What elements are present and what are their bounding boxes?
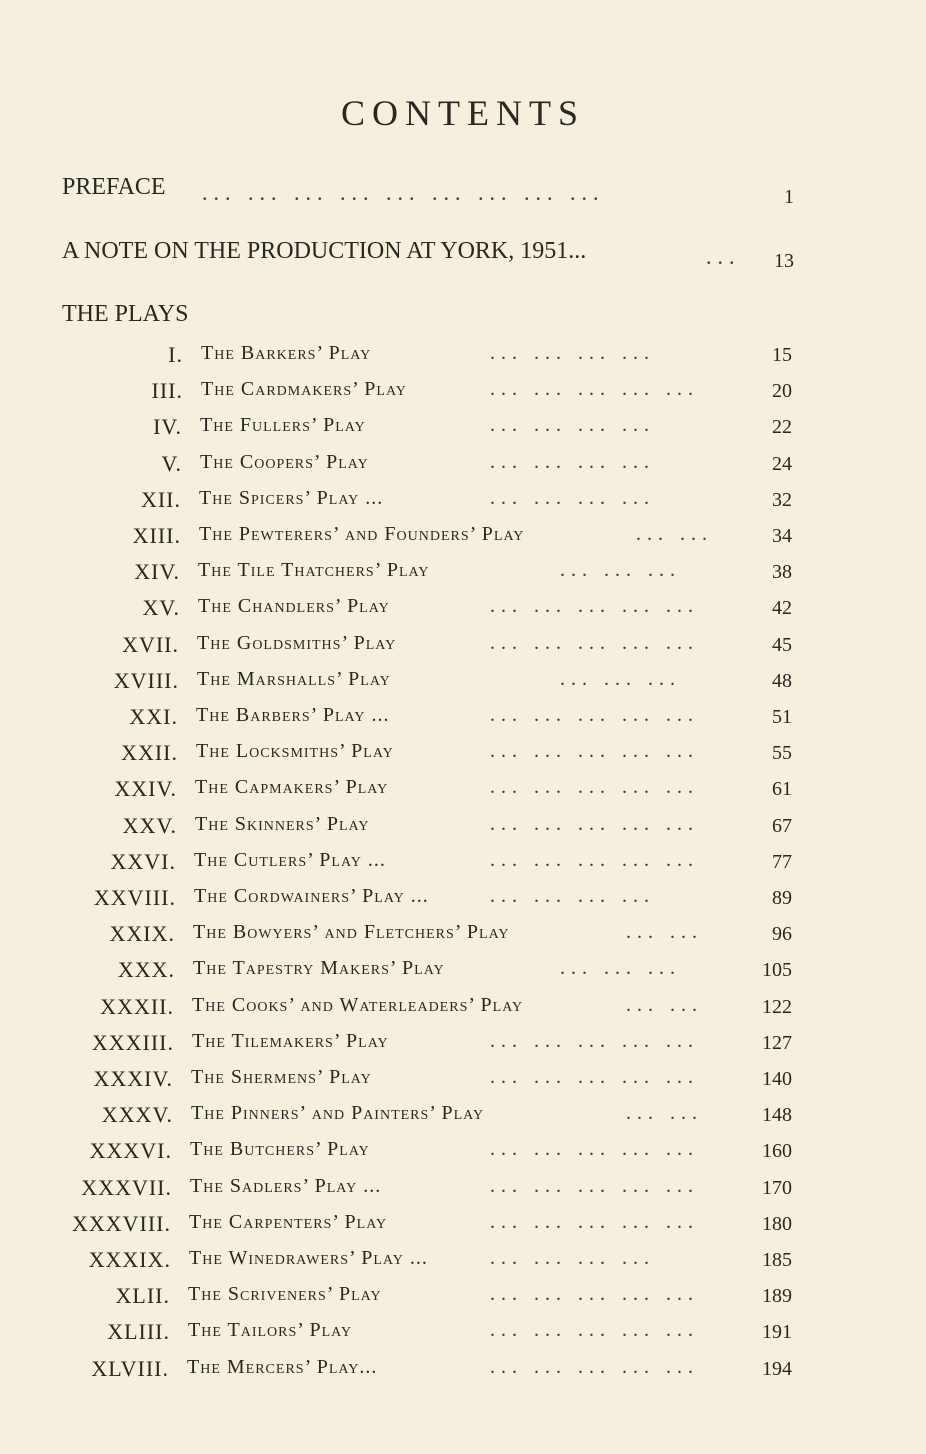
page-number: 148 [762,1104,792,1126]
play-title: The Bowyers’ and Fletchers’ Play [193,921,510,943]
toc-row [0,957,926,993]
play-title: The Cutlers’ Play ... [194,849,386,871]
page-number: 160 [762,1140,792,1162]
dot-leader: ... ... ... ... [490,885,655,907]
dot-leader: ... ... ... ... ... [490,1066,699,1088]
play-number: XIII. [132,523,181,548]
preface-label: PREFACE [62,174,166,200]
toc-row [0,994,926,1030]
dot-leader: ... ... ... ... ... [490,776,699,798]
page-number: 127 [762,1032,792,1054]
dot-leader: ... ... ... ... ... [490,1356,699,1378]
page-number: 189 [762,1285,792,1307]
page-number: 105 [762,959,792,981]
page-number: 194 [762,1358,792,1380]
dot-leader: ... ... ... ... ... [490,1211,699,1233]
toc-row [0,1138,926,1174]
play-title: The Carpenters’ Play [189,1211,388,1233]
play-title: The Winedrawers’ Play ... [189,1247,428,1269]
page-number: 185 [762,1249,792,1271]
dot-leader: ... ... [626,994,703,1016]
play-number: XVII. [122,632,179,657]
play-number: XV. [142,595,180,620]
page-number: 42 [772,597,792,619]
toc-row [0,668,926,704]
dot-leader: ... ... ... [560,668,681,690]
dot-leader: ... ... ... ... [490,487,655,509]
play-number: XXII. [121,740,178,765]
play-number: XXX. [117,957,175,982]
toc-row [0,704,926,740]
dot-leader: ... ... ... ... ... [490,595,699,617]
play-title: The Barbers’ Play ... [196,704,390,726]
play-number: XII. [140,487,181,512]
toc-row [0,849,926,885]
toc-row [0,885,926,921]
dot-leader: ... ... ... ... ... [490,1030,699,1052]
play-number: XVIII. [113,668,179,693]
play-number: XXXIII. [91,1030,174,1055]
page-number: 96 [772,923,792,945]
toc-row [0,776,926,812]
play-number: XLII. [115,1283,170,1308]
preface-leader: ... ... ... ... ... ... ... ... ... [202,180,605,205]
play-title: The Tapestry Makers’ Play [193,957,445,979]
dot-leader: ... ... ... ... ... [490,632,699,654]
play-number: XXI. [129,704,178,729]
play-title: The Cordwainers’ Play ... [194,885,429,907]
toc-row [0,595,926,631]
play-number: XXVI. [110,849,176,874]
dot-leader: ... ... ... ... [490,414,655,436]
toc-row [0,1175,926,1211]
play-number: V. [161,451,182,476]
toc-row [0,1102,926,1138]
production-note-page: 13 [774,250,794,272]
play-title: The Sadlers’ Play ... [190,1175,382,1197]
toc-row [0,1030,926,1066]
play-title: The Cardmakers’ Play [201,378,407,400]
production-note-label: A NOTE ON THE PRODUCTION AT YORK, 1951... [62,238,587,264]
dot-leader: ... ... [626,1102,703,1124]
play-title: The Mercers’ Play... [187,1356,378,1378]
play-number: XXXIV. [93,1066,173,1091]
production-note-leader: ... [706,244,741,269]
toc-row [0,559,926,595]
toc-row [0,1066,926,1102]
dot-leader: ... ... [626,921,703,943]
play-title: The Pinners’ and Painters’ Play [191,1102,485,1124]
dot-leader: ... ... ... ... ... [490,740,699,762]
play-number: XXXVI. [89,1138,172,1163]
play-title: The Goldsmiths’ Play [197,632,397,654]
dot-leader: ... ... ... ... ... [490,849,699,871]
play-title: The Barkers’ Play [201,342,372,364]
page-title: CONTENTS [341,93,585,133]
play-title: The Marshalls’ Play [197,668,391,690]
play-title: The Tailors’ Play [188,1319,353,1341]
page-number: 51 [772,706,792,728]
page-number: 180 [762,1213,792,1235]
toc-row [0,1283,926,1319]
play-number: XXXII. [100,994,174,1019]
dot-leader: ... ... ... ... ... [490,704,699,726]
play-title: The Coopers’ Play [200,451,369,473]
page-number: 140 [762,1068,792,1090]
play-title: The Cooks’ and Waterleaders’ Play [192,994,524,1016]
page-number: 38 [772,561,792,583]
page-number: 61 [772,778,792,800]
toc-row [0,740,926,776]
toc-row [0,1247,926,1283]
play-title: The Fullers’ Play [200,414,366,436]
dot-leader: ... ... ... ... ... [490,378,699,400]
toc-row [0,921,926,957]
toc-row [0,813,926,849]
dot-leader: ... ... ... [560,957,681,979]
dot-leader: ... ... ... ... [490,1247,655,1269]
page-number: 191 [762,1321,792,1343]
play-title: The Scriveners’ Play [188,1283,382,1305]
play-number: XXXVII. [81,1175,172,1200]
play-title: The Chandlers’ Play [198,595,390,617]
play-number: XXIX. [109,921,175,946]
dot-leader: ... ... [636,523,713,545]
play-number: XXXVIII. [71,1211,171,1236]
page-number: 170 [762,1177,792,1199]
page-number: 32 [772,489,792,511]
toc-row [0,1211,926,1247]
play-title: The Skinners’ Play [195,813,370,835]
page-number: 20 [772,380,792,402]
toc-row [0,451,926,487]
play-title: The Tilemakers’ Play [192,1030,389,1052]
dot-leader: ... ... ... ... ... [490,1283,699,1305]
page-number: 67 [772,815,792,837]
page-number: 48 [772,670,792,692]
play-number: XLIII. [107,1319,170,1344]
play-number: XXV. [122,813,177,838]
play-title: The Tile Thatchers’ Play [198,559,430,581]
plays-heading: THE PLAYS [62,301,189,327]
toc-row [0,378,926,414]
play-number: IV. [153,414,182,439]
dot-leader: ... ... ... ... [490,342,655,364]
toc-row [0,1356,926,1392]
page-number: 45 [772,634,792,656]
page-number: 89 [772,887,792,909]
page-number: 77 [772,851,792,873]
dot-leader: ... ... ... [560,559,681,581]
toc-row [0,487,926,523]
play-number: XXXV. [101,1102,173,1127]
play-number: XXXIX. [88,1247,171,1272]
preface-page: 1 [784,186,794,208]
page-number: 24 [772,453,792,475]
page-number: 22 [772,416,792,438]
page-number: 122 [762,996,792,1018]
play-number: XLVIII. [91,1356,169,1381]
play-title: The Spicers’ Play ... [199,487,384,509]
toc-row [0,632,926,668]
toc-row [0,342,926,378]
play-title: The Pewterers’ and Founders’ Play [199,523,525,545]
play-title: The Locksmiths’ Play [196,740,394,762]
page-number: 55 [772,742,792,764]
dot-leader: ... ... ... ... ... [490,813,699,835]
toc-row [0,414,926,450]
play-title: The Capmakers’ Play [195,776,389,798]
play-number: I. [168,342,183,367]
play-title: The Shermens’ Play [191,1066,372,1088]
play-title: The Butchers’ Play [190,1138,370,1160]
play-number: XXVIII. [93,885,176,910]
page-number: 34 [772,525,792,547]
toc-row [0,523,926,559]
dot-leader: ... ... ... ... [490,451,655,473]
dot-leader: ... ... ... ... ... [490,1138,699,1160]
page-number: 15 [772,344,792,366]
play-number: III. [151,378,183,403]
play-number: XIV. [134,559,180,584]
dot-leader: ... ... ... ... ... [490,1175,699,1197]
play-number: XXIV. [114,776,177,801]
toc-row [0,1319,926,1355]
dot-leader: ... ... ... ... ... [490,1319,699,1341]
